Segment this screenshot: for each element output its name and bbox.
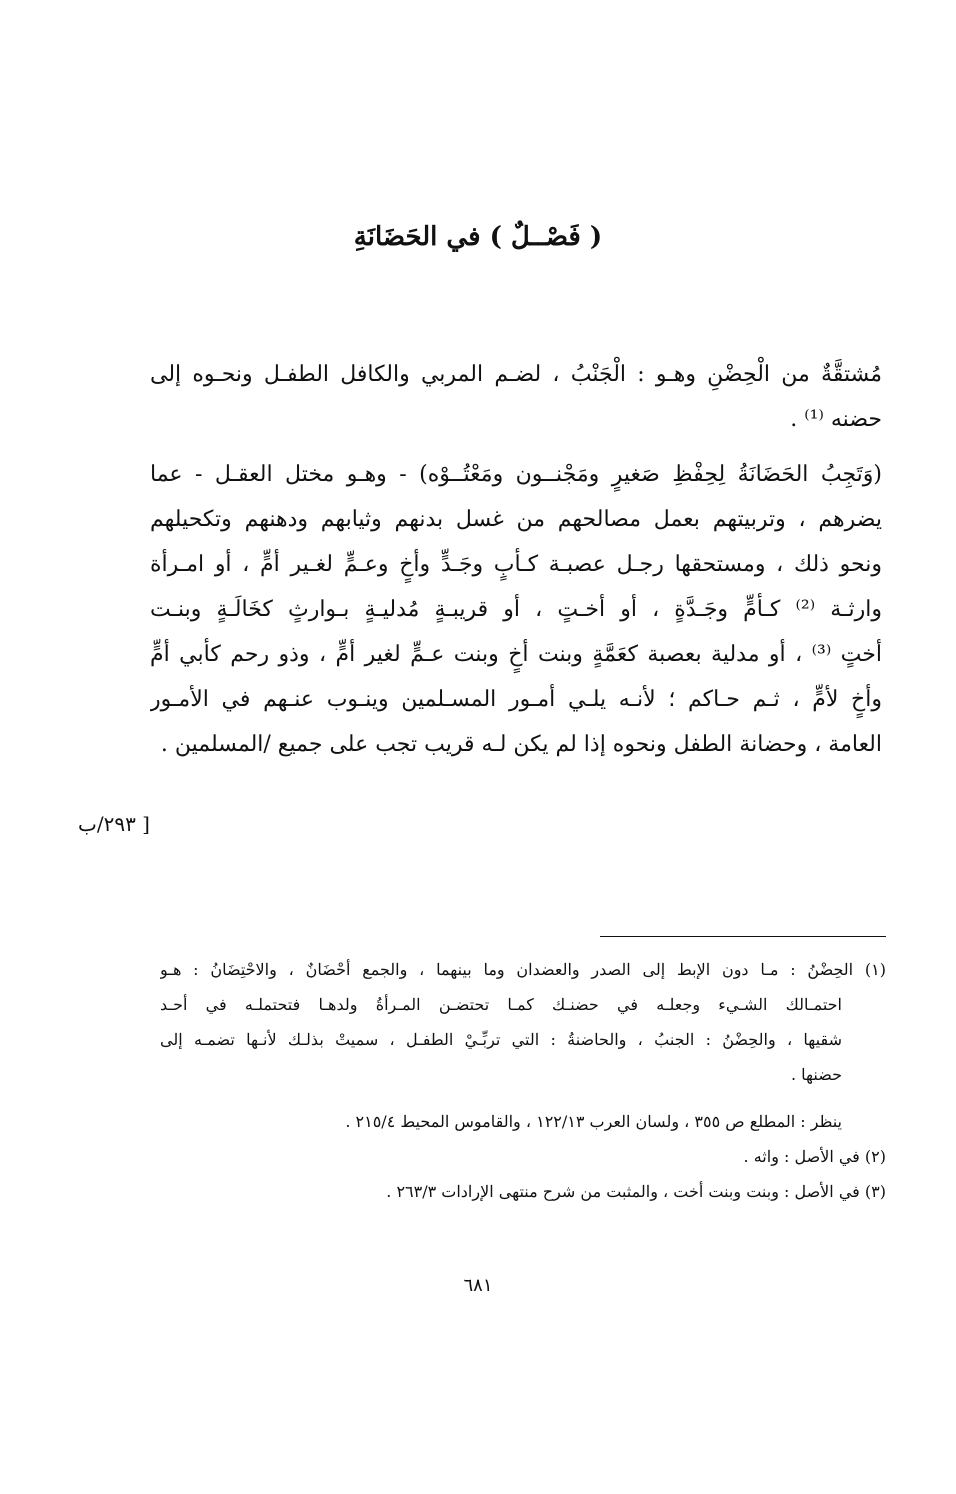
text-line: وأخٍ لأمٍّ ، ثـم حـاكم ؛ لأنـه يلـي أمـور المسـلمين وينـوب عنـهم في الأمـور [150,687,882,712]
footnote-2: (٢) في الأصل : واثه . [743,1147,886,1166]
margin-folio-note: [ ٢٩٣/ب [78,812,150,836]
page-number: ٦٨١ [463,1275,493,1296]
text-line: ونحو ذلك ، ومستحقها رجـل عصبـة كـأبٍ وجَـدٍّ وأخٍ وعـمٍّ لغـير أمٍّ ، أو امـرأة [150,552,882,577]
text-line: (وَتَجِبُ الحَضَانَةُ لِحِفْظِ صَغيرٍ ومَجْنــون ومَعْتُــوْه) - وهـو مختل العقـل - عما [150,462,882,487]
text-line: وارثـة ⁽²⁾ كـأمٍّ وجَـدَّةٍ ، أو أخـتٍ ، أو قريبـةٍ مُدليـةٍ بـوارثٍ كخَالَـةٍ وبنـت [150,597,882,622]
footnote-line: شقيها ، والحِضْنُ : الجنبُ ، والحاضنةُ : التي تربِّـيْ الطفـل ، سميتْ بذلـك لأنـها تضمـه إلى [160,1030,842,1049]
chapter-title: ( فَصْــلٌ ) في الحَضَانَةِ [353,222,603,252]
footnote-line: (١) الحِضْنُ : مـا دون الإبط إلى الصدر والعضدان وما بينهما ، والجمع أحْضَانٌ ، والاحْتِضَانُ : هـو [160,960,886,979]
text-line: مُشتقَّةٌ من الْحِضْنِ وهـو : الْجَنْبُ ، لضـم المربي والكافل الطفـل ونحـوه إلى [150,362,882,387]
footnote-line: ينظر : المطلع ص ٣٥٥ ، ولسان العرب ١٢٢/١٣ ، والقاموس المحيط ٢١٥/٤ . [345,1112,842,1131]
text-line: حضنه ⁽¹⁾ . [790,407,882,432]
text-line: العامة ، وحضانة الطفل ونحوه إذا لم يكن لـه قريب تجب على جميع /المسلمين . [160,732,882,757]
footnote-line: احتمـالك الشـيء وجعلـه في حضنـك كمـا تحتضـن المـرأةُ ولدهـا فتحتملـه في أحـد [160,995,842,1014]
text-line: أختٍ ⁽³⁾ ، أو مدلية بعصبة كعَمَّةٍ وبنت أخٍ وبنت عـمٍّ لغير أمٍّ ، وذو رحم كأبي أمٍّ [150,642,882,667]
footnote-separator [600,936,886,937]
footnote-3: (٣) في الأصل : وبنت وبنت أخت ، والمثبت من شرح منتهى الإرادات ٢٦٣/٣ . [386,1182,886,1201]
main-text [150,352,882,767]
paragraph-gap [150,442,882,452]
footnote-line: حضنها . [790,1065,842,1084]
footnotes [160,952,886,1209]
footnote-gap [160,1092,886,1104]
text-line: يضرهم ، وتربيتهم بعمل مصالحهم من غسل بدنهم وثيابهم ودهنهم وتكحيلهم [150,507,882,532]
